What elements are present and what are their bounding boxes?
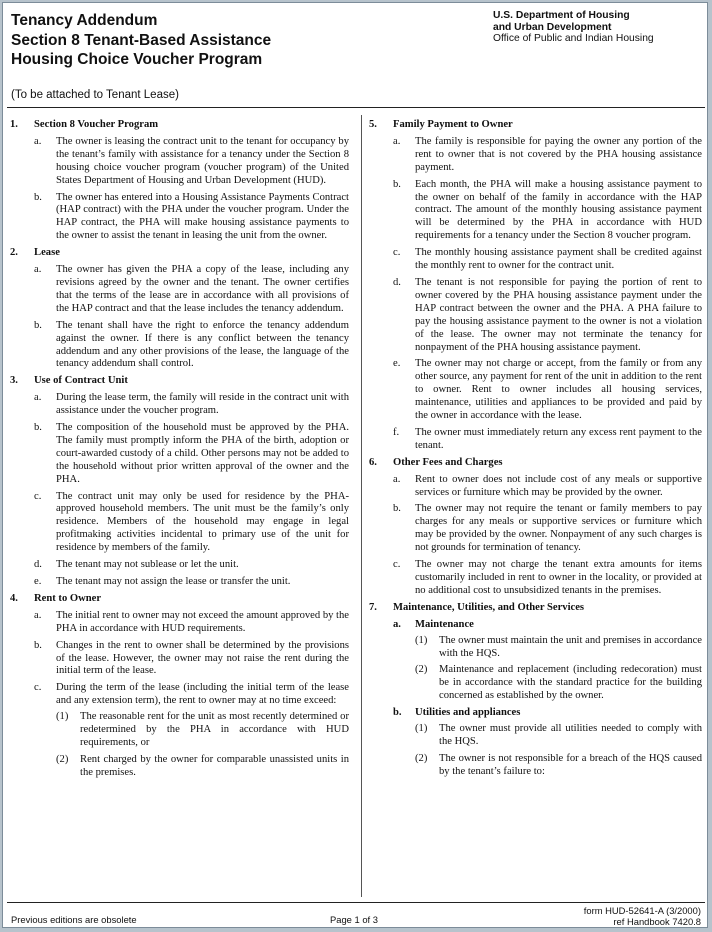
section-title: Maintenance, Utilities, and Other Services bbox=[393, 601, 585, 613]
section-number: 5. bbox=[369, 119, 377, 130]
list-item bbox=[34, 610, 349, 636]
list-item bbox=[393, 474, 702, 500]
sub-item bbox=[415, 635, 702, 661]
subsection-label: b. bbox=[393, 707, 402, 719]
item-label: b. bbox=[34, 422, 42, 434]
subsection-label: a. bbox=[393, 618, 401, 630]
item-text: During the lease term, the family will reside in the contract unit with assistance under the voucher program. bbox=[56, 392, 349, 417]
item-text: The monthly housing assistance payment shall be credited against the monthly rent to owner for the contract unit. bbox=[415, 247, 702, 272]
subsection-title: Maintenance bbox=[415, 618, 474, 630]
list-item bbox=[393, 559, 702, 598]
item-text: The family is responsible for paying the owner any portion of the rent to owner that is not covered by the PHA housing assistance payment. bbox=[415, 135, 702, 173]
footer-editions-note: Previous editions are obsolete bbox=[11, 914, 137, 925]
item-label: b. bbox=[34, 319, 42, 331]
list-item bbox=[393, 358, 702, 423]
title-line-1: Tenancy Addendum bbox=[11, 12, 158, 29]
item-label: (1) bbox=[415, 723, 428, 735]
item-text: The owner may not charge the tenant extra amounts for items customarily included in rent to owner in the locality, or provided at no additional cost to unsubsidized tenants in the premises. bbox=[415, 559, 702, 596]
item-label: d. bbox=[393, 276, 401, 288]
item-label: b. bbox=[393, 178, 401, 190]
item-text: The tenant may not assign the lease or transfer the unit. bbox=[56, 576, 291, 587]
list-item bbox=[393, 247, 702, 273]
item-text: Rent to owner does not include cost of any meals or supportive services or furniture which may be provided by the owner. bbox=[415, 473, 702, 498]
section-3 bbox=[10, 375, 349, 589]
list-item bbox=[393, 136, 702, 175]
subsection-title: Utilities and appliances bbox=[415, 707, 521, 719]
section-6 bbox=[369, 457, 702, 598]
item-label: a. bbox=[393, 473, 401, 485]
item-label: e. bbox=[34, 576, 42, 587]
section-number: 7. bbox=[369, 601, 377, 613]
item-label: c. bbox=[34, 682, 42, 694]
item-text: During the term of the lease (including the initial term of the lease and any extension term), the rent to owner may at no time exceed: bbox=[56, 682, 349, 707]
section-7 bbox=[369, 602, 702, 779]
list-item bbox=[393, 179, 702, 244]
item-label: b. bbox=[34, 191, 42, 203]
item-text: The owner is not responsible for a breach of the HQS caused by the tenant’s failure to: bbox=[439, 752, 702, 777]
item-label: a. bbox=[34, 135, 42, 147]
section-number: 2. bbox=[10, 247, 18, 259]
list-item bbox=[34, 136, 349, 188]
section-number: 1. bbox=[10, 119, 18, 130]
item-label: b. bbox=[393, 503, 401, 515]
sub-item bbox=[56, 754, 349, 780]
sub-item bbox=[56, 711, 349, 750]
item-text: The composition of the household must be approved by the PHA. The family must promptly inform the PHA of the birth, adoption or court-awarded custody of a child. Other persons may not be added to the household without prior written approval of the owner and the PHA. bbox=[56, 422, 349, 485]
left-column bbox=[10, 119, 349, 784]
item-label: a. bbox=[34, 264, 42, 276]
document-page bbox=[2, 2, 708, 928]
list-item bbox=[34, 559, 349, 572]
list-item bbox=[34, 576, 349, 589]
form-id bbox=[584, 906, 701, 927]
list-item bbox=[34, 264, 349, 316]
agency-block bbox=[493, 10, 654, 45]
list-item bbox=[34, 491, 349, 556]
item-label: d. bbox=[34, 559, 42, 571]
document-title bbox=[11, 11, 271, 70]
section-title: Section 8 Voucher Program bbox=[34, 119, 159, 130]
list-item bbox=[34, 422, 349, 487]
item-label: c. bbox=[34, 490, 42, 502]
agency-line-3: Office of Public and Indian Housing bbox=[493, 33, 654, 45]
list-item bbox=[393, 503, 702, 555]
item-text: The reasonable rent for the unit as most recently determined or redetermined by the PHA in accordance with HUD requirements, or bbox=[80, 711, 349, 748]
item-text: Maintenance and replacement (including redecoration) must be in accordance with the standard practice for the building concerned as established by the owner. bbox=[439, 664, 702, 702]
agency-line-1: U.S. Department of Housing bbox=[493, 10, 630, 21]
section-2 bbox=[10, 247, 349, 371]
item-text: Changes in the rent to owner shall be determined by the provisions of the lease. However, the owner may not raise the rent during the initial term of the lease. bbox=[56, 639, 349, 677]
item-label: c. bbox=[393, 559, 401, 571]
section-1 bbox=[10, 119, 349, 243]
item-text: Rent charged by the owner for comparable unassisted units in the premises. bbox=[80, 753, 349, 778]
attach-note: (To be attached to Tenant Lease) bbox=[11, 89, 179, 101]
item-label: a. bbox=[393, 135, 401, 147]
header-divider bbox=[7, 107, 705, 108]
section-title: Family Payment to Owner bbox=[393, 119, 513, 130]
agency-line-2: and Urban Development bbox=[493, 21, 612, 33]
item-text: The tenant is not responsible for paying the portion of rent to owner covered by the PHA housing assistance payment under the HAP contract between the owner and the PHA. A PHA failure to pay the housing assistance payment to the owner is not a violation of the lease. The owner may not terminate the tenancy for nonpayment of the PHA housing assistance payment. bbox=[415, 276, 702, 353]
subsection-body bbox=[393, 723, 702, 779]
item-label: b. bbox=[34, 639, 42, 651]
list-item bbox=[34, 640, 349, 679]
column-divider bbox=[361, 115, 362, 897]
item-text: The owner must provide all utilities needed to comply with the HQS. bbox=[439, 723, 702, 747]
item-text: The owner is leasing the contract unit to the tenant for occupancy by the tenant’s family with assistance for a tenancy under the Section 8 housing choice voucher program (voucher program) of the United States Department of Housing and Urban Development (HUD). bbox=[56, 135, 349, 186]
item-text: Each month, the PHA will make a housing assistance payment to the owner on behalf of the family in accordance with the HAP contract. The amount of the monthly housing assistance payment will be determined by the PHA in accordance with HUD requirements for a tenancy under the Section 8 voucher program. bbox=[415, 178, 702, 242]
list-item bbox=[393, 277, 702, 354]
item-text: The owner must immediately return any excess rent payment to the tenant. bbox=[415, 426, 702, 451]
section-title: Lease bbox=[34, 247, 60, 259]
item-text: The tenant shall have the right to enforce the tenancy addendum against the owner. If there is any conflict between the tenancy addendum and any other provisions of the lease, the language of the tenancy addendum shall control. bbox=[56, 319, 349, 370]
sub-item bbox=[415, 664, 702, 703]
section-title: Other Fees and Charges bbox=[393, 456, 503, 468]
section-title: Use of Contract Unit bbox=[34, 375, 128, 387]
item-label: (2) bbox=[415, 752, 428, 764]
item-label: (1) bbox=[415, 634, 428, 646]
right-column bbox=[369, 119, 702, 783]
item-text: The owner has given the PHA a copy of the lease, including any revisions agreed by the owner and the tenant. The owner certifies that the terms of the lease are in accordance with all provisions of the HAP contract and that the lease includes the tenancy addendum. bbox=[56, 264, 349, 314]
title-line-2: Section 8 Tenant-Based Assistance bbox=[11, 31, 272, 49]
section-5 bbox=[369, 119, 702, 453]
list-item bbox=[34, 320, 349, 372]
item-label: a. bbox=[34, 392, 42, 404]
item-text: The owner may not require the tenant or family members to pay charges for any meals or supportive services or furniture which may be provided by the owner. Nonpayment of any such charges is not grounds for termination of tenancy. bbox=[415, 503, 702, 554]
sub-item bbox=[415, 723, 702, 749]
item-text: The initial rent to owner may not exceed the amount approved by the PHA in accordance with HUD requirements. bbox=[56, 609, 349, 634]
subsection-heading bbox=[393, 619, 702, 632]
item-text: The owner must maintain the unit and premises in accordance with the HQS. bbox=[439, 634, 702, 659]
section-number: 3. bbox=[10, 375, 18, 387]
subsection-heading bbox=[393, 707, 702, 720]
title-line-3: Housing Choice Voucher Program bbox=[11, 51, 263, 68]
item-label: c. bbox=[393, 247, 401, 259]
footer-divider bbox=[7, 902, 705, 903]
item-label: e. bbox=[393, 358, 401, 370]
item-text: The contract unit may only be used for residence by the PHA-approved household members. The unit must be the family’s only residence. Members of the household may engage in legal profitmaking activities incidental to primary use of the unit for residence by members of the family. bbox=[56, 490, 349, 554]
list-item bbox=[34, 392, 349, 418]
item-label: (2) bbox=[56, 753, 69, 765]
item-label: (1) bbox=[56, 711, 69, 723]
item-text: The owner has entered into a Housing Assistance Payments Contract (HAP contract) with the PHA under the voucher program. Under the HAP contract, the PHA will make housing assistance payments to the owner to assist the tenant in leasing the unit from the owner. bbox=[56, 191, 349, 242]
section-title: Rent to Owner bbox=[34, 592, 102, 604]
page-number: Page 1 of 3 bbox=[330, 914, 378, 925]
item-text: The owner may not charge or accept, from the family or from any other source, any payment for rent of the unit in addition to the rent to owner. Rent to owner includes all housing services, maintenance, utilities and appliances to be provided and paid by the owner in accordance with the lease. bbox=[415, 358, 702, 422]
section-4 bbox=[10, 593, 349, 780]
section-number: 4. bbox=[10, 592, 18, 604]
subsection-body bbox=[393, 635, 702, 704]
item-label: (2) bbox=[415, 664, 428, 676]
handbook-ref: ref Handbook 7420.8 bbox=[613, 915, 701, 927]
section-number: 6. bbox=[369, 456, 377, 468]
item-label: a. bbox=[34, 609, 42, 621]
item-text: The tenant may not sublease or let the unit. bbox=[56, 559, 239, 571]
item-label: f. bbox=[393, 426, 400, 438]
form-number: form HUD-52641-A (3/2000) bbox=[583, 905, 701, 916]
list-item bbox=[34, 192, 349, 244]
list-item bbox=[393, 427, 702, 453]
list-item bbox=[34, 682, 349, 779]
sub-item bbox=[415, 753, 702, 779]
